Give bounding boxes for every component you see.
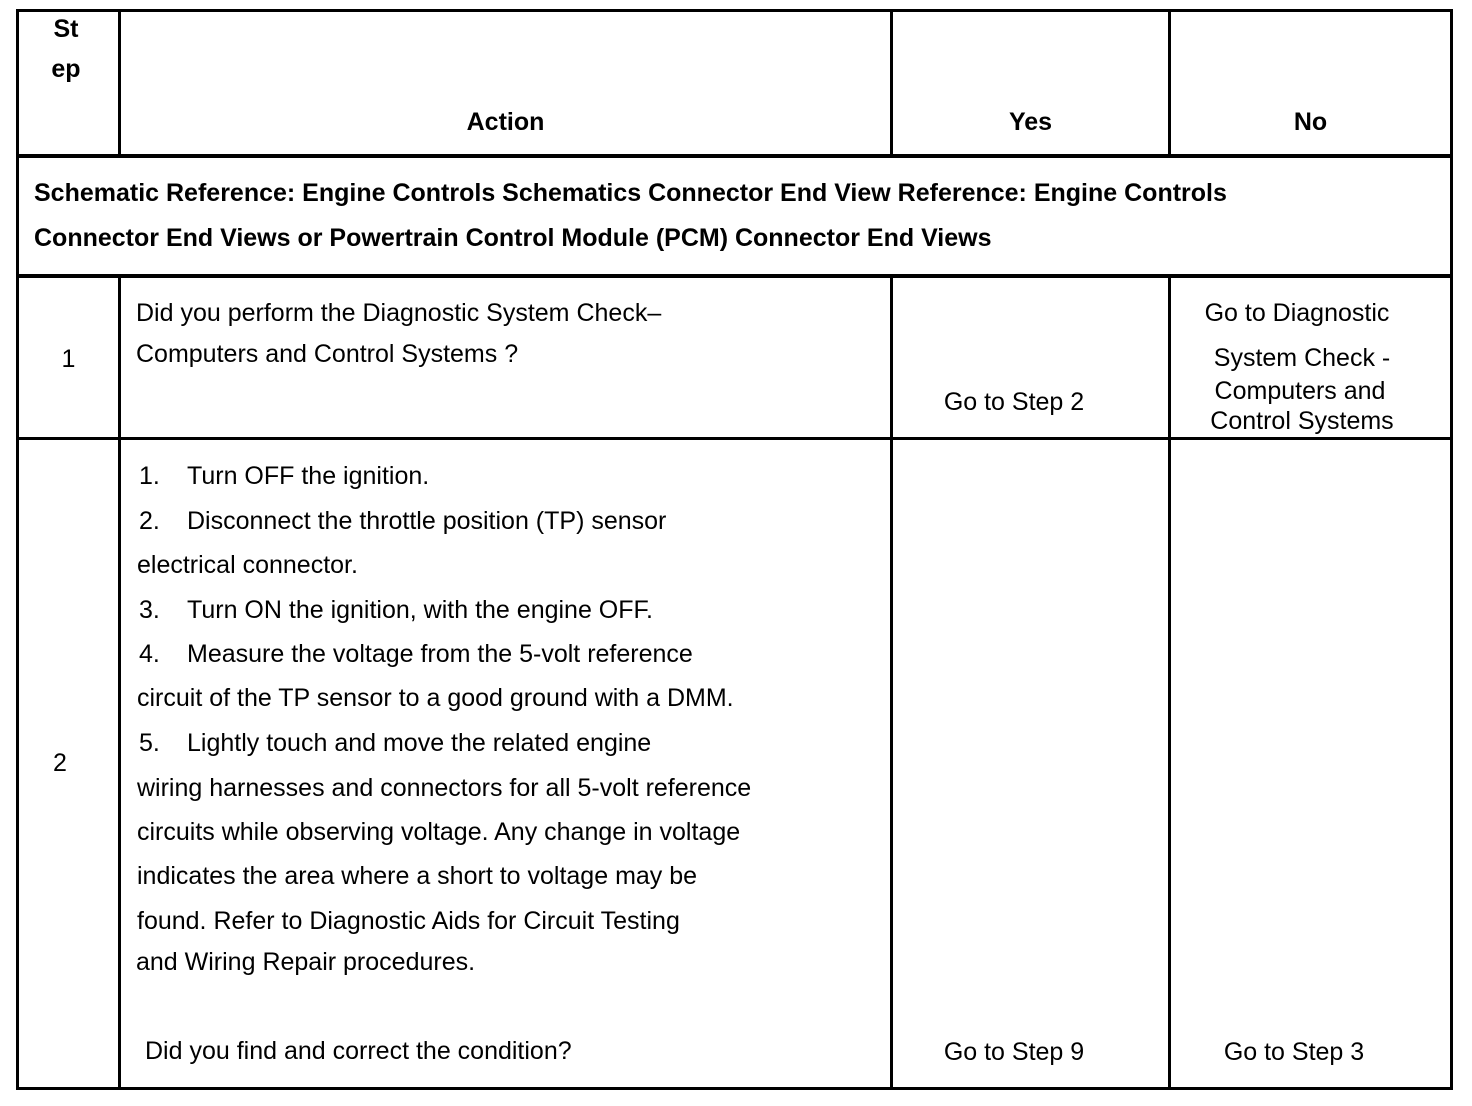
row2-item-5-cont4: found. Refer to Diagnostic Aids for Circuit Testing xyxy=(137,907,680,935)
reference-line-1: Schematic Reference: Engine Controls Schematics Connector End View Reference: Engine Controls xyxy=(34,179,1227,207)
col-divider-step-body xyxy=(118,276,121,1090)
header-step-line2: ep xyxy=(51,55,81,83)
row1-no-line4: Control Systems xyxy=(1210,407,1394,435)
item-number: 3. xyxy=(139,596,160,624)
item-text: Disconnect the throttle position (TP) sensor xyxy=(187,507,667,535)
row2-item-4-cont: circuit of the TP sensor to a good ground with a DMM. xyxy=(137,684,734,712)
item-number: 1. xyxy=(139,462,160,490)
reference-divider xyxy=(16,274,1453,278)
table-border-right xyxy=(1450,9,1453,1090)
row2-no: Go to Step 3 xyxy=(1223,1038,1365,1066)
row2-question: Did you find and correct the condition? xyxy=(145,1037,572,1065)
header-no: No xyxy=(1293,108,1328,136)
row2-step: 2 xyxy=(53,749,67,777)
item-text: Turn OFF the ignition. xyxy=(187,462,430,490)
row2-yes: Go to Step 9 xyxy=(943,1038,1085,1066)
table-border-left xyxy=(16,9,19,1090)
row2-item-5-cont2: circuits while observing voltage. Any change in voltage xyxy=(137,818,741,846)
header-divider xyxy=(16,154,1453,158)
col-divider-yes-body xyxy=(1168,276,1171,1090)
diagnostic-table xyxy=(16,9,1453,1090)
row2-item-1 xyxy=(139,462,429,491)
header-yes: Yes xyxy=(1008,108,1053,136)
header-action: Action xyxy=(466,108,545,136)
item-text: Lightly touch and move the related engine xyxy=(187,729,652,757)
item-number: 2. xyxy=(139,507,160,535)
row1-no-line2: System Check - xyxy=(1213,344,1391,372)
item-number: 4. xyxy=(139,640,160,668)
row1-no-line3: Computers and xyxy=(1214,377,1386,405)
header-step xyxy=(16,9,116,89)
row1-action-line2: Computers and Control Systems ? xyxy=(136,340,519,368)
table-border-top xyxy=(16,9,1453,12)
row2-item-5 xyxy=(139,729,651,758)
row1-step: 1 xyxy=(61,345,76,373)
item-text: Measure the voltage from the 5-volt reference xyxy=(187,640,693,668)
item-number: 5. xyxy=(139,729,160,757)
row2-item-5-cont1: wiring harnesses and connectors for all 5-volt reference xyxy=(137,774,752,802)
row1-yes: Go to Step 2 xyxy=(943,388,1085,416)
row2-item-2 xyxy=(139,507,666,536)
item-text: Turn ON the ignition, with the engine OFF. xyxy=(187,596,653,624)
row2-item-5-cont5: and Wiring Repair procedures. xyxy=(136,948,476,976)
row1-action-line1: Did you perform the Diagnostic System Check– xyxy=(136,299,662,327)
row2-item-3 xyxy=(139,596,653,625)
row2-item-2-cont: electrical connector. xyxy=(137,551,358,579)
row2-item-5-cont3: indicates the area where a short to voltage may be xyxy=(137,862,698,890)
table-border-bottom xyxy=(16,1087,1453,1090)
header-step-line1: St xyxy=(53,15,79,43)
row2-item-4 xyxy=(139,640,693,669)
row1-no-line1: Go to Diagnostic xyxy=(1204,299,1390,327)
reference-line-2: Connector End Views or Powertrain Control Module (PCM) Connector End Views xyxy=(34,224,992,252)
row1-divider xyxy=(16,437,1453,440)
